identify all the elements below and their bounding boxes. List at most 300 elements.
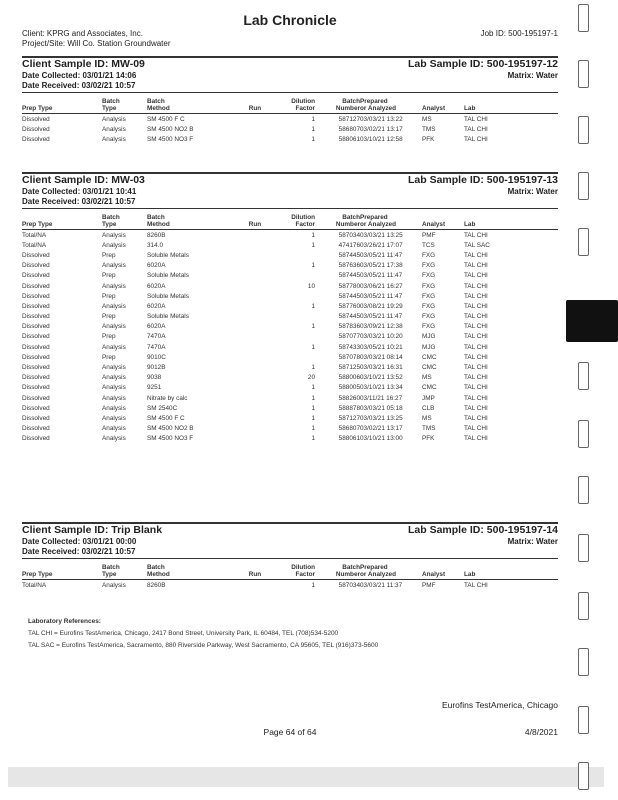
binder-tab [578,4,589,32]
header-row [22,571,558,580]
cell: 9251 [147,384,162,392]
cell: or Analyzed [360,221,422,230]
cell: TAL CHI [464,313,488,321]
cell: Prep [102,272,116,280]
cell [422,96,464,105]
cell [235,373,275,383]
cell: 03/05/21 11:47 [360,251,403,259]
cell [235,240,275,250]
cell: Dissolved [22,353,50,361]
cell: Analysis [102,364,126,372]
cell: 587445 [338,251,360,259]
cell: Lab [464,105,558,114]
section-subrule [22,558,558,559]
cell [235,413,275,423]
cell: TAL CHI [464,425,488,433]
cell: 6020A [147,282,166,290]
cell: 586807 [338,425,360,433]
reference-sac: TAL SAC = Eurofins TestAmerica, Sacramento, 880 Riverside Parkway, West Sacramento, CA 95605, TEL (916)373-5600 [28,642,379,649]
cell: TAL SAC [464,241,490,249]
laboratory-references [28,616,378,652]
cell: Method [147,571,235,580]
cell: Run [235,221,275,230]
cell: 1 [311,414,315,422]
lab-sample-id: Lab Sample ID: 500-195197-14 [408,524,558,536]
cell: Prep [102,353,116,361]
cell: 03/03/21 16:31 [360,364,403,372]
cell: PMF [422,231,436,239]
cell: 03/03/21 10:20 [360,333,403,341]
cell: Analysis [102,414,126,422]
cell: FXG [422,272,436,280]
header-row [22,212,558,221]
cell: Analysis [102,135,126,143]
cell: TCS [422,241,435,249]
binder-tab [578,362,589,390]
cell [235,212,275,221]
cell: Dilution [291,97,315,105]
cell: 7470A [147,343,166,351]
cell: or Analyzed [360,571,422,580]
cell: 6020A [147,302,166,310]
cell: 587034 [338,231,360,239]
client-sample-id: Client Sample ID: Trip Blank [22,524,163,536]
cell: FXG [422,251,436,259]
cell: Dissolved [22,384,50,392]
job-id: Job ID: 500-195197-1 [480,29,558,38]
cell [235,383,275,393]
cell: Dissolved [22,115,50,123]
cell: 1 [311,404,315,412]
cell: Prep Type [22,105,102,114]
binder-tab [578,706,589,734]
cell: SM 4500 NO2 B [147,125,194,133]
binder-tab [578,534,589,562]
cell: 587127 [338,115,360,123]
header-row [22,221,558,230]
cell: SM 4500 F C [147,115,185,123]
cell: Prepared [360,97,388,105]
cell [275,250,315,260]
cell: Analysis [102,125,126,133]
cell: 587780 [338,282,360,290]
page-number: Page 64 of 64 [263,727,317,737]
binder-tab [578,60,589,88]
cell: Method [147,105,235,114]
cell [275,271,315,281]
matrix: Matrix: Water [507,71,558,80]
cell: 10 [307,282,315,290]
cell: Dissolved [22,302,50,310]
cell [235,393,275,403]
cell: TAL CHI [464,272,488,280]
cell: Prep [102,313,116,321]
cell: Analysis [102,115,126,123]
table-row [22,393,558,403]
cell: SM 4500 NO3 F [147,135,194,143]
lab-sample-id: Lab Sample ID: 500-195197-13 [408,174,558,186]
cell [235,562,275,571]
cell: 587077 [338,333,360,341]
binder-tab [578,116,589,144]
cell: 1 [311,125,315,133]
cell: 588006 [338,374,360,382]
cell: TAL CHI [464,282,488,290]
cell: TAL CHI [464,323,488,331]
cell: 587445 [338,313,360,321]
cell: 587034 [338,581,360,589]
cell: FXG [422,292,436,300]
cell: 03/08/21 19:29 [360,302,403,310]
cell [235,312,275,322]
cell: Analysis [102,394,126,402]
cell: Dissolved [22,374,50,382]
cell: 03/05/21 11:47 [360,272,403,280]
cell: 1 [311,581,315,589]
cell: Soluble Metals [147,313,189,321]
cell: Total/NA [22,581,47,589]
cell: FXG [422,313,436,321]
table-row [22,250,558,260]
binder-tab [578,420,589,448]
cell: 03/26/21 17:07 [360,241,403,249]
cell [235,261,275,271]
cell: TAL CHI [464,292,488,300]
table-row [22,312,558,322]
cell: Batch [342,563,360,571]
cell: SM 2540C [147,404,178,412]
cell [464,212,558,221]
cell: 6020A [147,323,166,331]
cell: Dissolved [22,364,50,372]
cell: MS [422,374,432,382]
cell [235,250,275,260]
cell: 1 [311,364,315,372]
cell: Analysis [102,282,126,290]
cell: 1 [311,343,315,351]
cell [235,134,275,144]
cell: Analyst [422,221,464,230]
cell [22,562,102,571]
cell [422,562,464,571]
cell: 03/03/21 13:25 [360,414,403,422]
cell: Factor [275,571,315,580]
cell: 03/11/21 16:27 [360,394,403,402]
cell: CLB [422,404,435,412]
cell: Prep Type [22,571,102,580]
cell: 03/05/21 17:38 [360,262,403,270]
cell: 587078 [338,353,360,361]
binder-tab [578,592,589,620]
cell: 588260 [338,394,360,402]
cell: MS [422,414,432,422]
cell: TAL CHI [464,435,488,443]
cell [464,96,558,105]
cell: TAL CHI [464,231,488,239]
cell: 1 [311,262,315,270]
cell [235,124,275,134]
cell: MJG [422,343,436,351]
cell: Number [315,105,360,114]
cell: Dissolved [22,135,50,143]
cell: 314.0 [147,241,163,249]
cell: SM 4500 NO3 F [147,435,194,443]
table-row [22,352,558,362]
cell: 03/10/21 13:52 [360,374,403,382]
cell: 1 [311,384,315,392]
date-collected: Date Collected: 03/01/21 10:41 [22,187,137,196]
cell: Dissolved [22,125,50,133]
table-row [22,373,558,383]
cell: 03/05/21 11:47 [360,313,403,321]
cell: 587836 [338,323,360,331]
cell: PMF [422,581,436,589]
cell: 03/03/21 13:22 [360,115,403,123]
cell: Analysis [102,581,126,589]
cell: 7470A [147,333,166,341]
cell: Dissolved [22,313,50,321]
binder-tab [578,172,589,200]
cell: Type [102,105,147,114]
date-collected: Date Collected: 03/01/21 00:00 [22,537,137,546]
footer-lab-name: Eurofins TestAmerica, Chicago [441,700,558,710]
cell: Analysis [102,435,126,443]
cell: MJG [422,333,436,341]
table-row [22,281,558,291]
cell: Batch [102,213,120,221]
cell: Batch [147,213,165,221]
cell: Soluble Metals [147,251,189,259]
cell: Batch [102,97,120,105]
client-sample-id: Client Sample ID: MW-03 [22,174,145,186]
cell: Batch [147,563,165,571]
cell [22,212,102,221]
cell: Dissolved [22,343,50,351]
header-row [22,96,558,105]
cell [22,96,102,105]
cell: Dissolved [22,292,50,300]
cell: TMS [422,425,436,433]
cell [235,362,275,372]
cell [235,114,275,125]
cell: Dissolved [22,323,50,331]
date-collected: Date Collected: 03/01/21 14:06 [22,71,137,80]
cell: Analysis [102,343,126,351]
cell: 03/09/21 12:38 [360,323,403,331]
cell: Dissolved [22,262,50,270]
cell: Batch [147,97,165,105]
cell: TAL CHI [464,251,488,259]
cell: TAL CHI [464,374,488,382]
cell: Lab [464,221,558,230]
binder-tab [578,648,589,676]
cell: Dissolved [22,272,50,280]
table-row [22,342,558,352]
cell: 1 [311,394,315,402]
table-row [22,580,558,591]
cell: Total/NA [22,231,47,239]
cell: 03/03/21 08:14 [360,353,403,361]
cell: 1 [311,115,315,123]
cell: FXG [422,302,436,310]
cell [235,342,275,352]
cell: 587127 [338,414,360,422]
table-row [22,383,558,393]
cell: or Analyzed [360,105,422,114]
cell: JMP [422,394,435,402]
cell: 9038 [147,374,162,382]
section-subrule [22,208,558,209]
cell: Run [235,571,275,580]
cell: 587445 [338,272,360,280]
binder-tab [566,300,618,342]
cell: Analysis [102,302,126,310]
cell: 03/02/21 13:17 [360,125,403,133]
cell: Analysis [102,241,126,249]
cell: Dissolved [22,404,50,412]
table-row [22,434,558,444]
cell: CMC [422,364,437,372]
cell: Analysis [102,404,126,412]
date-received: Date Received: 03/02/21 10:57 [22,197,136,206]
header-row [22,562,558,571]
client-line: Client: KPRG and Associates, Inc. [22,29,143,38]
cell: Dissolved [22,251,50,259]
table-row [22,332,558,342]
cell: TAL CHI [464,115,488,123]
cell: 03/03/21 13:25 [360,231,403,239]
cell: CMC [422,353,437,361]
cell: Total/NA [22,241,47,249]
cell: 1 [311,231,315,239]
chronicle-table [22,96,558,145]
cell: 03/10/21 12:58 [360,135,403,143]
cell: 1 [311,135,315,143]
cell: Batch [102,563,120,571]
cell: TAL CHI [464,581,488,589]
cell: 1 [311,241,315,249]
binder-tab [578,762,589,790]
page-title: Lab Chronicle [243,12,337,28]
cell: Prep [102,292,116,300]
cell [235,96,275,105]
cell: TMS [422,125,436,133]
cell: 474176 [338,241,360,249]
table-row [22,124,558,134]
cell: 03/05/21 11:47 [360,292,403,300]
cell: 20 [307,374,315,382]
cell: Dilution [291,563,315,571]
table-row [22,301,558,311]
matrix: Matrix: Water [507,537,558,546]
cell [235,301,275,311]
cell: Dilution [291,213,315,221]
chronicle-table [22,562,558,590]
cell [235,281,275,291]
client-sample-id: Client Sample ID: MW-09 [22,58,145,70]
cell: Analysis [102,262,126,270]
date-received: Date Received: 03/02/21 10:57 [22,547,136,556]
table-row [22,362,558,372]
cell: 9012B [147,364,166,372]
chronicle-table [22,212,558,444]
cell [235,580,275,591]
cell: 8260B [147,231,166,239]
table-row [22,403,558,413]
cell: Dissolved [22,435,50,443]
cell: Method [147,221,235,230]
cell [235,434,275,444]
cell [235,352,275,362]
cell: TAL CHI [464,353,488,361]
cell [275,312,315,322]
cell: SM 4500 F C [147,414,185,422]
cell: TAL CHI [464,384,488,392]
cell: 03/03/21 05:18 [360,404,403,412]
table-row [22,271,558,281]
project-line: Project/Site: Will Co. Station Groundwater [22,39,171,48]
cell: FXG [422,323,436,331]
table-row [22,261,558,271]
cell: Soluble Metals [147,272,189,280]
cell [464,562,558,571]
cell: Analysis [102,231,126,239]
cell: 586807 [338,125,360,133]
cell: Prep Type [22,221,102,230]
cell [235,322,275,332]
cell: TAL CHI [464,333,488,341]
cell: Analysis [102,384,126,392]
cell [275,352,315,362]
table-row [22,413,558,423]
cell: Factor [275,105,315,114]
cell: 587433 [338,343,360,351]
cell: Lab [464,571,558,580]
cell: 587636 [338,262,360,270]
cell: TAL CHI [464,262,488,270]
cell: 1 [311,425,315,433]
binder-tab [578,228,589,256]
table-row [22,230,558,241]
cell: SM 4500 NO2 B [147,425,194,433]
cell [235,291,275,301]
bottom-scan-bar [8,767,604,787]
cell: 588005 [338,384,360,392]
cell: TAL CHI [464,364,488,372]
cell: Factor [275,221,315,230]
cell: 1 [311,435,315,443]
cell: PFK [422,435,435,443]
cell: 03/10/21 13:34 [360,384,403,392]
table-row [22,134,558,144]
cell: 587445 [338,292,360,300]
header-row [22,105,558,114]
cell [275,291,315,301]
cell: TAL CHI [464,343,488,351]
cell: TAL CHI [464,404,488,412]
section-subrule [22,92,558,93]
cell: Run [235,105,275,114]
cell: Prepared [360,213,388,221]
cell: Dissolved [22,282,50,290]
cell: 03/06/21 16:27 [360,282,403,290]
cell: Analysis [102,374,126,382]
cell [275,332,315,342]
cell [235,424,275,434]
cell: 588878 [338,404,360,412]
cell: TAL CHI [464,414,488,422]
cell: TAL CHI [464,125,488,133]
